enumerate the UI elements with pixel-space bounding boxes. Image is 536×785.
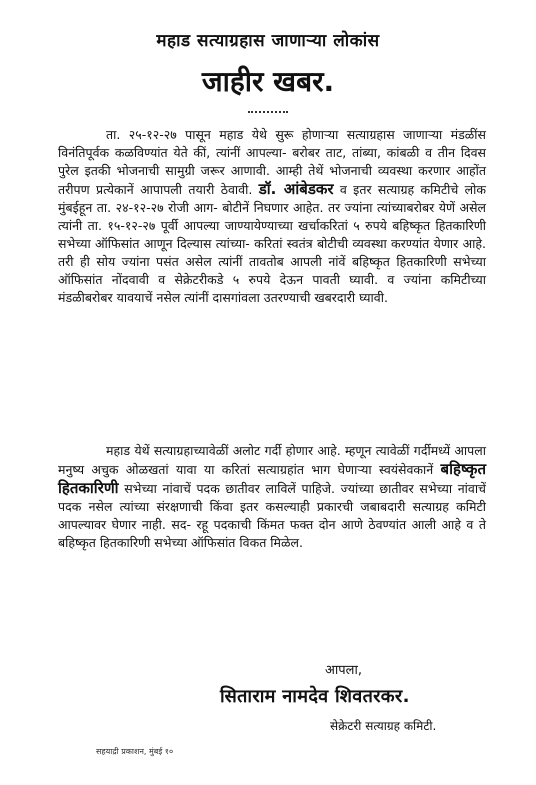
leader-name: डॉ. आंबेडकर bbox=[258, 180, 334, 198]
signatory-name: सिताराम नामदेव शिवतरकर. bbox=[220, 686, 410, 707]
paragraph-2-text-b: सभेच्या नांवाचें पदक छातीवर लाविलें पाहिजे. ज्यांच्या छातीवर सभेच्या नांवाचें पदक नसेल त्यांच्या संरक्षणाची किंवा इतर कसल्याही प्रकारची जबाबदारी सत्याग्रह कमिटी आपल्यावर घेणार नाही. सद- रहू पदकाची किंमत फक्त दोन आणे ठेवण्यांत आली आहे व ते बहिष्कृत हितकारिणी सभेच्या ऑफिसांत विकत मिळेल. bbox=[58, 481, 486, 550]
footer-reference: सहयाद्री प्रकाशन, मुंबई १० bbox=[96, 747, 174, 756]
paragraph-1-text-a: ता. २५-१२-२७ पासून महाड येथे सुरू होणाऱ्या सत्याग्रहास जाणाऱ्या मंडळींस विनंतिपूर्वक कळविण्यांत येते कीं, त्यांनीं आपल्या- बरोबर ताट, तांब्या, कांबळी व तीन दिवस पुरेल इतकी भोजनाची सामुग्री जरूर आणावी. आम्ही तेथें भोजनाची व्यवस्था करणार आहोंत तरीपण प्रत्येकानें आपापली तयारी ठेवावी. bbox=[58, 127, 486, 197]
signatory-designation: सेक्रेटरी सत्याग्रह कमिटी. bbox=[330, 719, 437, 733]
notice-title: जाहीर खबर. bbox=[201, 65, 335, 98]
paragraph-1 bbox=[58, 126, 486, 307]
paragraph-2-text-a: महाड येथें सत्याग्रहाच्यावेळीं अलोट गर्दी होणार आहे. म्हणून त्यावेळीं गर्दीमध्यें आपला मनुष्य अचुक ओळखतां यावा या करितां सत्याग्रहांत भाग घेणाऱ्या स्वयंसेवकानें bbox=[58, 443, 486, 477]
paragraph-2 bbox=[58, 442, 486, 552]
organization-name: बहिष्कृत हितकारिणी bbox=[58, 460, 486, 497]
paragraph-1-text-b: व इतर सत्याग्रह कमिटीचे लोक मुंबईहून ता. २४-१२-२७ रोजी आग- बोटीनें निघणार आहेत. तर ज्यांना त्यांच्याबरोबर येणें असेल त्यांनी ता. १५-१२-२७ पूर्वी आपल्या जाण्यायेण्याच्या खर्चाकरितां ५ रुपये बहिष्कृत हितकारिणी सभेच्या ऑफिसांत आणून दिल्यास त्यांच्या- करितां स्वतंत्र बोटीची व्यवस्था करण्यांत येणार आहे. तरी ही सोय ज्यांना पसंत असेल त्यांनीं तावतोब आपली नांवें बहिष्कृत हितकारिणी सभेच्या ऑफिसांत नोंदवावी व सेक्रेटरीकडे ५ रुपये देऊन पावती घ्यावी. व ज्यांना कमिटीच्या मंडळीबरोबर यावयाचें नसेल त्यांनीं दासगांवला उतरण्याची खबरदारी घ्यावी. bbox=[58, 182, 486, 305]
ornamental-divider bbox=[248, 111, 288, 113]
notice-subtitle: महाड सत्याग्रहास जाणाऱ्या लोकांस bbox=[156, 31, 380, 51]
closing-salutation: आपला, bbox=[325, 663, 362, 678]
